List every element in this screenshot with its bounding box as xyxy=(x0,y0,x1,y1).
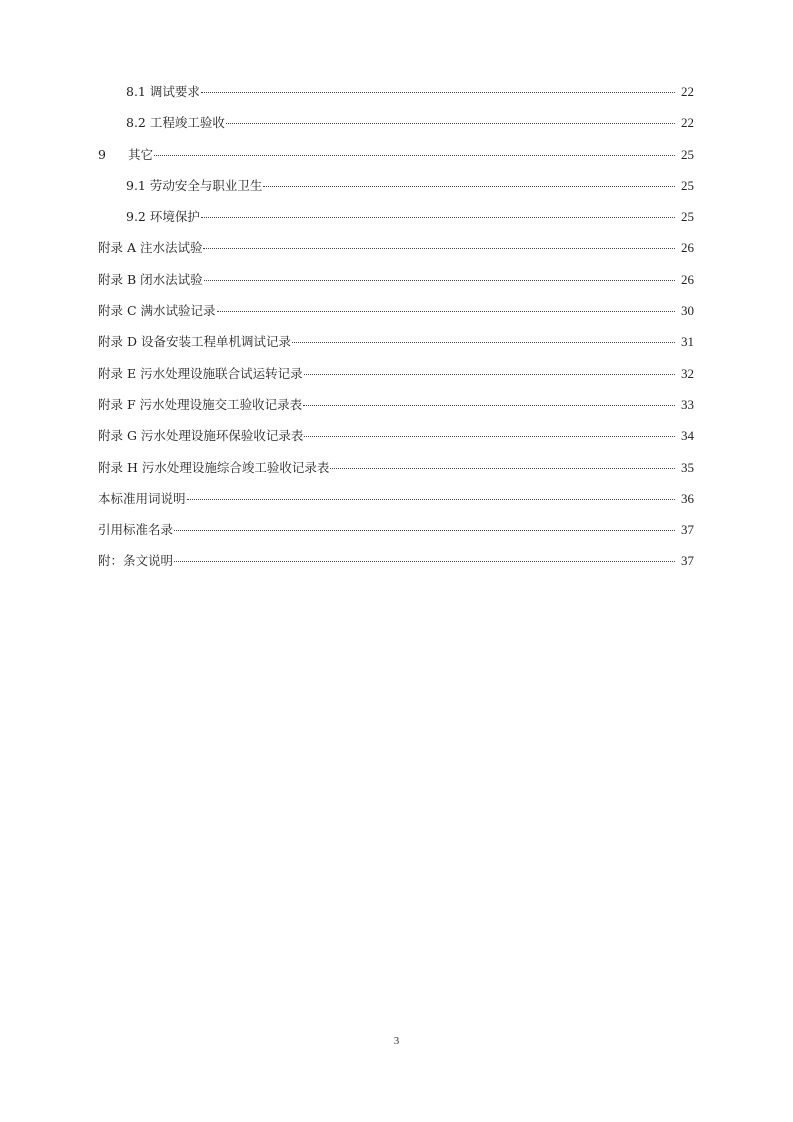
toc-dot-leader xyxy=(174,561,675,562)
toc-entry-title: 附录 H 污水处理设施综合竣工验收记录表 xyxy=(98,459,330,475)
toc-dot-leader xyxy=(303,405,675,406)
toc-entry[interactable] xyxy=(98,490,694,521)
toc-entry[interactable] xyxy=(98,333,694,364)
toc-entry-title: 9.1 劳动安全与职业卫生 xyxy=(126,177,263,193)
toc-entry-title: 附录 G 污水处理设施环保验收记录表 xyxy=(98,428,304,444)
toc-entry-title: 附录 A 注水法试验 xyxy=(98,240,203,256)
toc-entry-title: 附录 B 闭水法试验 xyxy=(98,271,203,287)
toc-entry-page: 37 xyxy=(681,553,694,569)
toc-entry-title: 附录 D 设备安装工程单机调试记录 xyxy=(98,334,291,350)
toc-entry-page: 32 xyxy=(681,365,694,381)
toc-entry-page: 26 xyxy=(681,240,694,256)
page-number: 3 xyxy=(393,1035,400,1047)
toc-dot-leader xyxy=(174,530,675,531)
toc-dot-leader xyxy=(203,248,675,249)
toc-dot-leader xyxy=(201,92,675,93)
toc-entry[interactable] xyxy=(98,365,694,396)
toc-entry-title: 8.2 工程竣工验收 xyxy=(126,115,225,131)
toc-entry-title: 8.1 调试要求 xyxy=(126,84,200,99)
toc-entry[interactable] xyxy=(98,521,694,552)
toc-entry[interactable] xyxy=(98,239,694,270)
toc-entry-page: 35 xyxy=(681,459,694,475)
toc-entry[interactable] xyxy=(98,459,694,490)
toc-entry-page: 25 xyxy=(681,177,694,193)
toc-dot-leader xyxy=(304,374,675,375)
toc-dot-leader xyxy=(292,342,675,343)
toc-dot-leader xyxy=(263,186,675,187)
table-of-contents xyxy=(98,83,694,584)
toc-dot-leader xyxy=(187,499,675,500)
toc-entry[interactable] xyxy=(98,396,694,427)
toc-entry-page: 37 xyxy=(681,522,694,538)
toc-entry-title: 附：条文说明 xyxy=(98,553,174,569)
toc-dot-leader xyxy=(304,436,675,437)
toc-entry-page: 26 xyxy=(681,271,694,287)
toc-dot-leader xyxy=(154,155,675,156)
toc-entry-page: 31 xyxy=(681,334,694,350)
toc-entry-title: 附录 C 满水试验记录 xyxy=(98,303,216,319)
toc-entry-page: 36 xyxy=(681,490,694,506)
toc-entry-page: 25 xyxy=(681,209,694,225)
toc-entry-page: 22 xyxy=(681,84,694,99)
toc-entry[interactable] xyxy=(98,427,694,458)
toc-entry-title: 本标准用词说明 xyxy=(98,490,186,506)
toc-chapter-title: 其它 xyxy=(128,146,154,162)
toc-entry-page: 25 xyxy=(681,146,694,162)
toc-entry[interactable] xyxy=(98,552,694,583)
toc-entry[interactable] xyxy=(98,271,694,302)
toc-entry-page: 22 xyxy=(681,115,694,131)
toc-entry[interactable] xyxy=(98,177,694,208)
toc-entry[interactable] xyxy=(98,114,694,145)
toc-entry-title: 引用标准名录 xyxy=(98,522,174,538)
toc-entry-page: 30 xyxy=(681,303,694,319)
toc-entry-title: 附录 E 污水处理设施联合试运转记录 xyxy=(98,365,303,381)
toc-entry-page: 33 xyxy=(681,396,694,412)
toc-dot-leader xyxy=(201,217,675,218)
toc-dot-leader xyxy=(330,468,675,469)
toc-entry[interactable] xyxy=(98,83,694,114)
toc-entry[interactable] xyxy=(98,146,694,177)
toc-dot-leader xyxy=(204,280,675,281)
toc-entry-page: 34 xyxy=(681,428,694,444)
toc-dot-leader xyxy=(226,123,675,124)
toc-entry-title: 附录 F 污水处理设施交工验收记录表 xyxy=(98,396,303,412)
toc-chapter-number: 9 xyxy=(98,146,106,162)
toc-entry[interactable] xyxy=(98,208,694,239)
toc-entry-title: 9.2 环境保护 xyxy=(126,209,200,225)
toc-entry[interactable] xyxy=(98,302,694,333)
toc-dot-leader xyxy=(217,311,675,312)
toc-entry-title xyxy=(98,146,153,164)
